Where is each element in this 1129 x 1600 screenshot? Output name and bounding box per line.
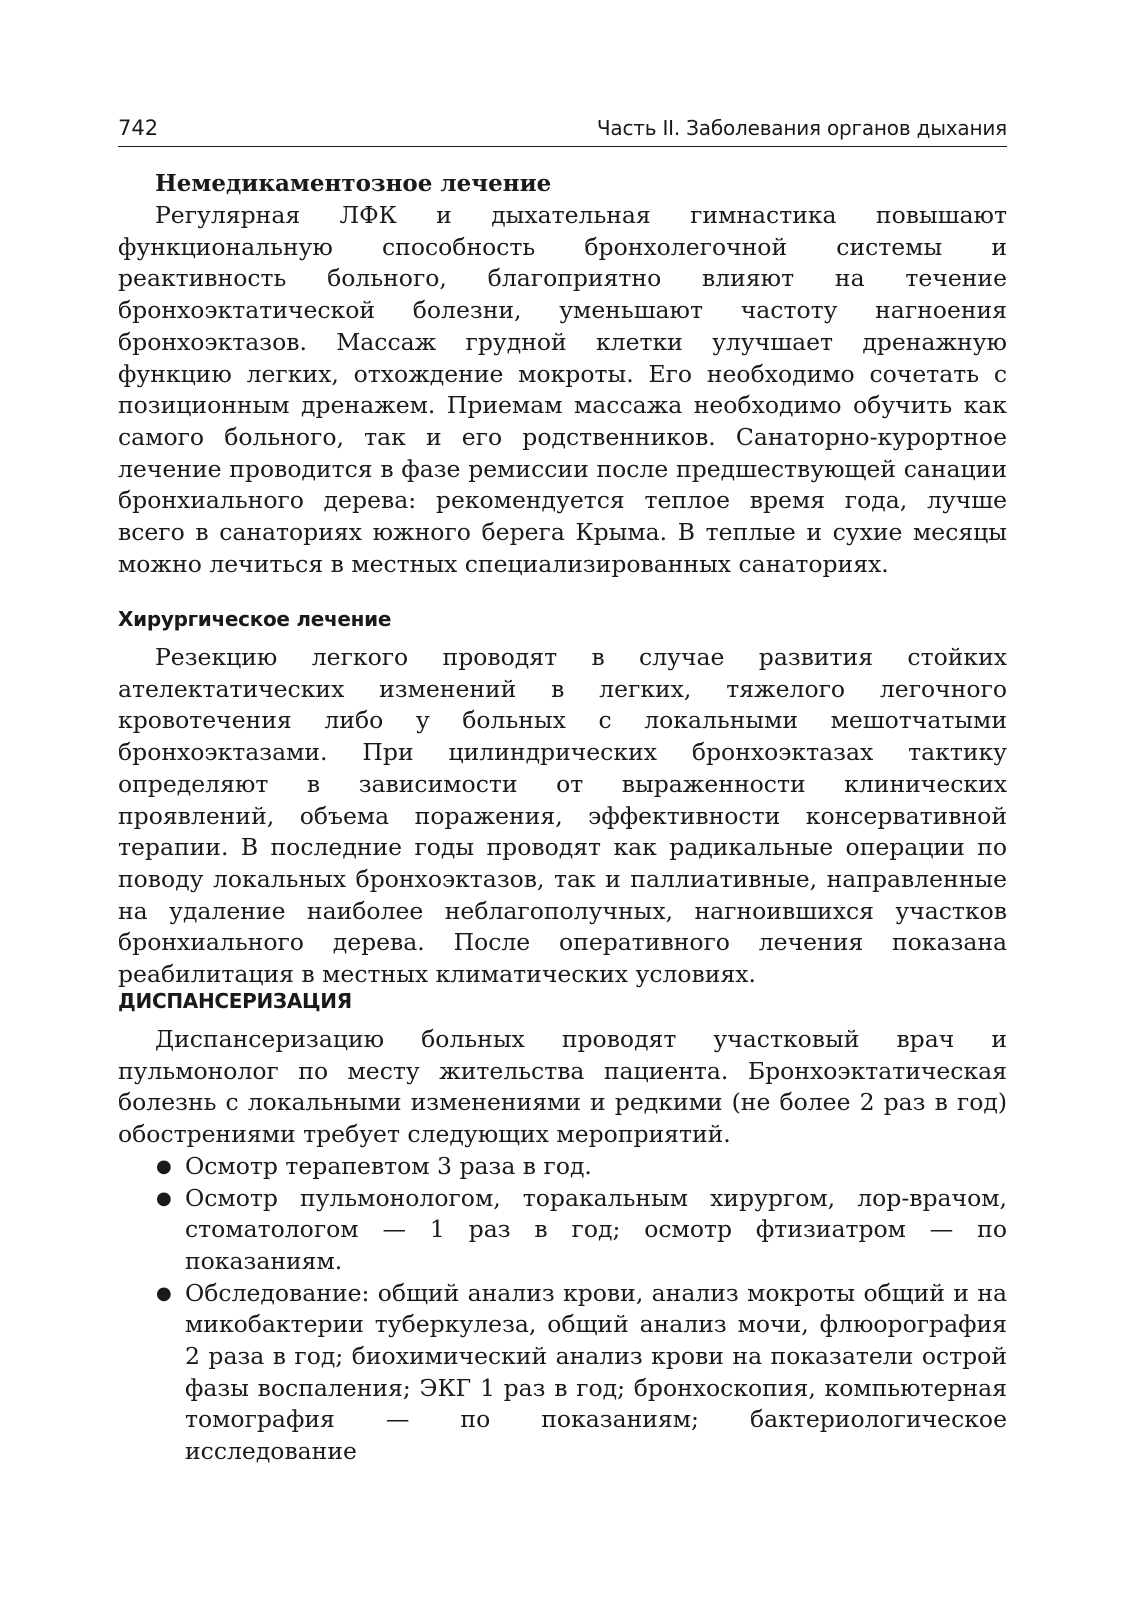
measures-list <box>118 1151 1007 1468</box>
list-item-text: Осмотр терапевтом 3 раза в год. <box>185 1151 592 1180</box>
page-number: 742 <box>118 116 159 140</box>
paragraph-non-drug-treatment: Регулярная ЛФК и дыхательная гимнастика повышают функциональную способность бронхолегочной системы и реактивность больного, благоприятно влияют на течение бронхоэктатической болезни, уменьшают частоту нагноения бронхоэктазов. Массаж грудной клетки улучшает дренажную функцию легких, отхождение мокроты. Его необходимо сочетать с позиционным дренажем. Приемам массажа необходимо обучить как самого больного, так и его родственников. Санаторно-курортное лечение проводится в фазе ремиссии после предшествующей санации бронхиального дерева: рекомендуется теплое время года, лучше всего в санаториях южного берега Крыма. В теплые и сухие месяцы можно лечиться в местных специализированных санаториях. <box>118 201 1007 578</box>
heading-dispensarization: ДИСПАНСЕРИЗАЦИЯ <box>118 989 352 1013</box>
heading-surgical-treatment: Хирургическое лечение <box>118 607 392 631</box>
list-item <box>118 1183 1007 1278</box>
list-item-text: Осмотр пульмонологом, торакальным хирургом, лор-врачом, стоматологом — 1 раз в год; осмотр фтизиатром — по показаниям. <box>185 1183 1007 1275</box>
bullet-icon: ● <box>156 1187 172 1209</box>
bullet-icon: ● <box>156 1155 172 1177</box>
bullet-icon: ● <box>156 1282 172 1304</box>
list-item <box>118 1278 1007 1468</box>
paragraph-surgical-treatment: Резекцию легкого проводят в случае развития стойких ателектатических изменений в легких, тяжелого легочного кровотечения либо у больных с локальными мешотчатыми бронхоэктазами. При цилиндрических бронхоэктазах тактику определяют в зависимости от выраженности клинических проявлений, объема поражения, эффективности консервативной терапии. В последние годы проводят как радикальные операции по поводу локальных бронхоэктазов, так и паллиативные, направленные на удаление наиболее неблагополучных, нагноившихся участков бронхиального дерева. После оперативного лечения показана реабилитация в местных климатических условиях. <box>118 643 1007 989</box>
section-dispensarization <box>118 1024 1007 1468</box>
heading-non-drug-treatment: Немедикаментозное лечение <box>155 170 552 197</box>
paragraph-dispensarization: Диспансеризацию больных проводят участковый врач и пульмонолог по месту жительства пациента. Бронхоэктатическая болезнь с локальными изменениями и редкими (не более 2 раз в год) обострениями требует следующих мероприятий. <box>118 1025 1007 1149</box>
list-item <box>118 1151 1007 1183</box>
running-header <box>118 110 1007 147</box>
section-non-drug-treatment <box>118 200 1007 580</box>
list-item-text: Обследование: общий анализ крови, анализ мокроты общий и на микобактерии туберкулеза, общий анализ мочи, флюорография 2 раза в год; биохимический анализ крови на показатели острой фазы воспаления; ЭКГ 1 раз в год; бронхоскопия, компьютерная томография — по показаниям; бактериологическое исследование <box>185 1278 1007 1466</box>
section-surgical-treatment <box>118 642 1007 991</box>
running-title: Часть II. Заболевания органов дыхания <box>596 116 1007 140</box>
